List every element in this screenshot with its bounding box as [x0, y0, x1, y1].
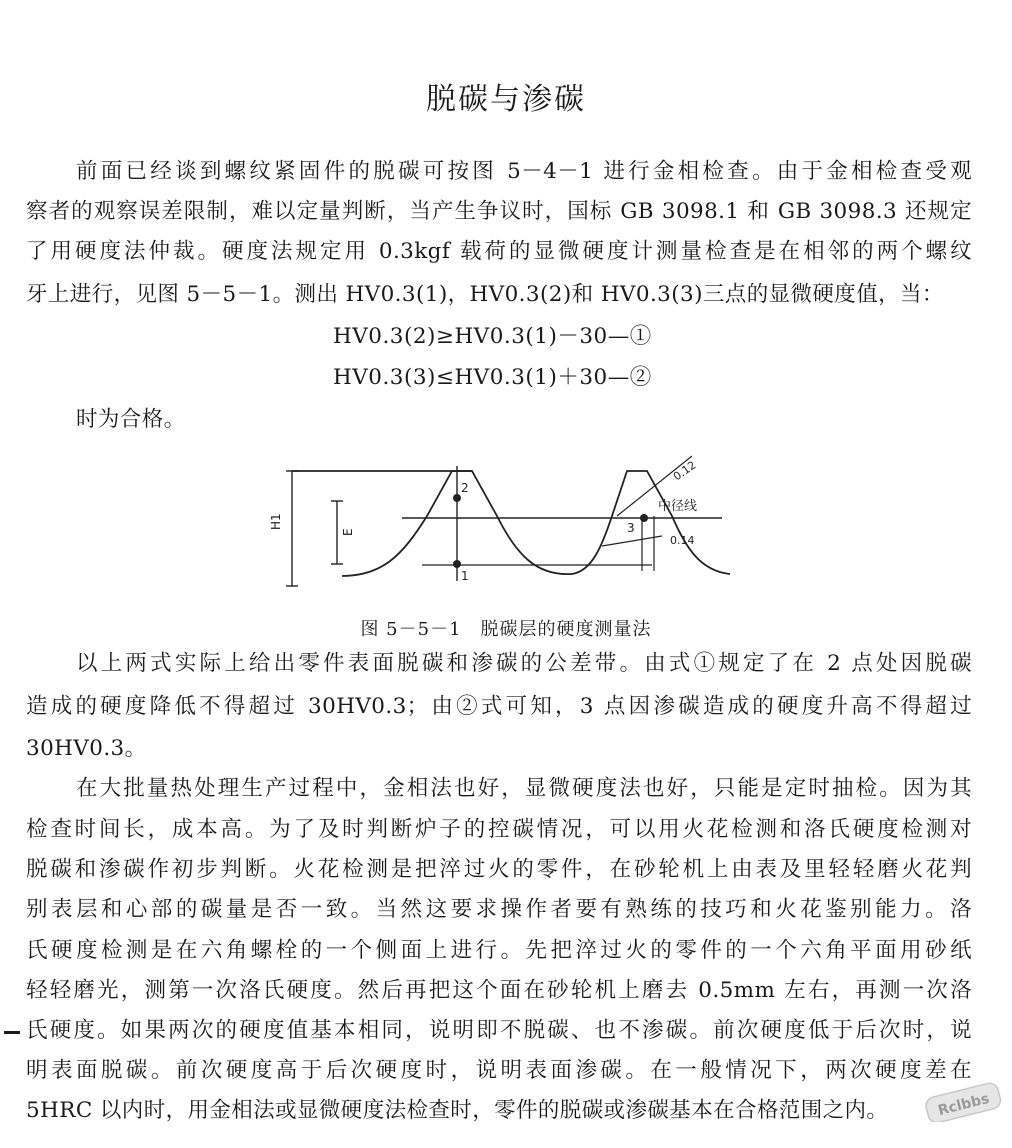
- page-title: 脱碳与渗碳: [426, 82, 586, 117]
- label-point-2: 2: [461, 481, 469, 495]
- paragraph-2-line-2: 造成的硬度降低不得超过 30HV0.3；由②式可知，3 点因渗碳造成的硬度升高不得超过: [26, 694, 972, 719]
- figure-caption: 图 5－5－1 脱碳层的硬度测量法: [360, 619, 652, 640]
- watermark-text: Rclbbs: [936, 1090, 992, 1119]
- label-0-14: 0.14: [670, 534, 695, 547]
- measure-point-3: [640, 514, 648, 522]
- paragraph-3-line-5: 氏硬度检测是在六角螺栓的一个侧面上进行。先把淬过火的零件的一个六角平面用砂纸: [26, 938, 972, 963]
- paragraph-3-line-8: 明表面脱碳。前次硬度高于后次硬度时，说明表面渗碳。在一般情况下，两次硬度差在: [26, 1058, 972, 1083]
- paragraph-1-line-2: 察者的观察误差限制，难以定量判断，当产生争议时，国标 GB 3098.1 和 GB 3098.3 还规定: [26, 199, 972, 224]
- label-e: E: [341, 528, 355, 536]
- watermark-logo: [922, 1082, 1004, 1122]
- paragraph-3-line-3: 脱碳和渗碳作初步判断。火花检测是把淬过火的零件，在砂轮机上由表及里轻轻磨火花判: [26, 857, 972, 882]
- label-point-1: 1: [461, 569, 469, 583]
- paragraph-3-line-1: 在大批量热处理生产过程中，金相法也好，显微硬度法也好，只能是定时抽检。因为其: [76, 776, 972, 801]
- paragraph-1-conclusion: 时为合格。: [76, 407, 186, 432]
- paragraph-3-line-9: 5HRC 以内时，用金相法或显微硬度法检查时，零件的脱碳或渗碳基本在合格范围之内。: [26, 1098, 889, 1123]
- paragraph-1-line-4: 牙上进行，见图 5－5－1。测出 HV0.3(1)，HV0.3(2)和 HV0.3(3)三点的显微硬度值，当：: [26, 282, 944, 307]
- paragraph-3-line-6: 轻轻磨光，测第一次洛氏硬度。然后再把这个面在砂轮机上磨去 0.5mm 左右，再测一次洛: [26, 978, 972, 1003]
- paragraph-3-line-7: 氏硬度。如果两次的硬度值基本相同，说明即不脱碳、也不渗碳。前次硬度低于后次时，说: [26, 1018, 972, 1043]
- label-point-3: 3: [627, 521, 635, 535]
- formula-2: HV0.3(3)≤HV0.3(1)＋30—②: [333, 365, 652, 390]
- margin-dash-mark: [4, 1031, 20, 1034]
- measure-point-2: [453, 494, 461, 502]
- paragraph-2-line-1: 以上两式实际上给出零件表面脱碳和渗碳的公差带。由式①规定了在 2 点处因脱碳: [76, 651, 972, 676]
- measure-point-1: [453, 560, 461, 568]
- paragraph-2-line-3: 30HV0.3。: [26, 736, 147, 761]
- paragraph-1-line-1: 前面已经谈到螺纹紧固件的脱碳可按图 5－4－1 进行金相检查。由于金相检查受观: [76, 159, 972, 184]
- label-h1: H1: [269, 513, 283, 530]
- paragraph-3-line-4: 别表层和心部的碳量是否一致。当然这要求操作者要有熟练的技巧和火花鉴别能力。洛: [26, 897, 972, 922]
- paragraph-3-line-2: 检查时间长，成本高。为了及时判断炉子的控碳情况，可以用火花检测和洛氏硬度检测对: [26, 817, 972, 842]
- formula-1: HV0.3(2)≥HV0.3(1)－30—①: [333, 324, 652, 349]
- label-0-12: 0.12: [670, 458, 699, 484]
- label-pitch-line: 中径线: [658, 499, 698, 514]
- thread-hardness-figure: [262, 446, 732, 590]
- paragraph-1-line-3: 了用硬度法仲裁。硬度法规定用 0.3kgf 载荷的显微硬度计测量检查是在相邻的两个螺纹: [26, 239, 972, 264]
